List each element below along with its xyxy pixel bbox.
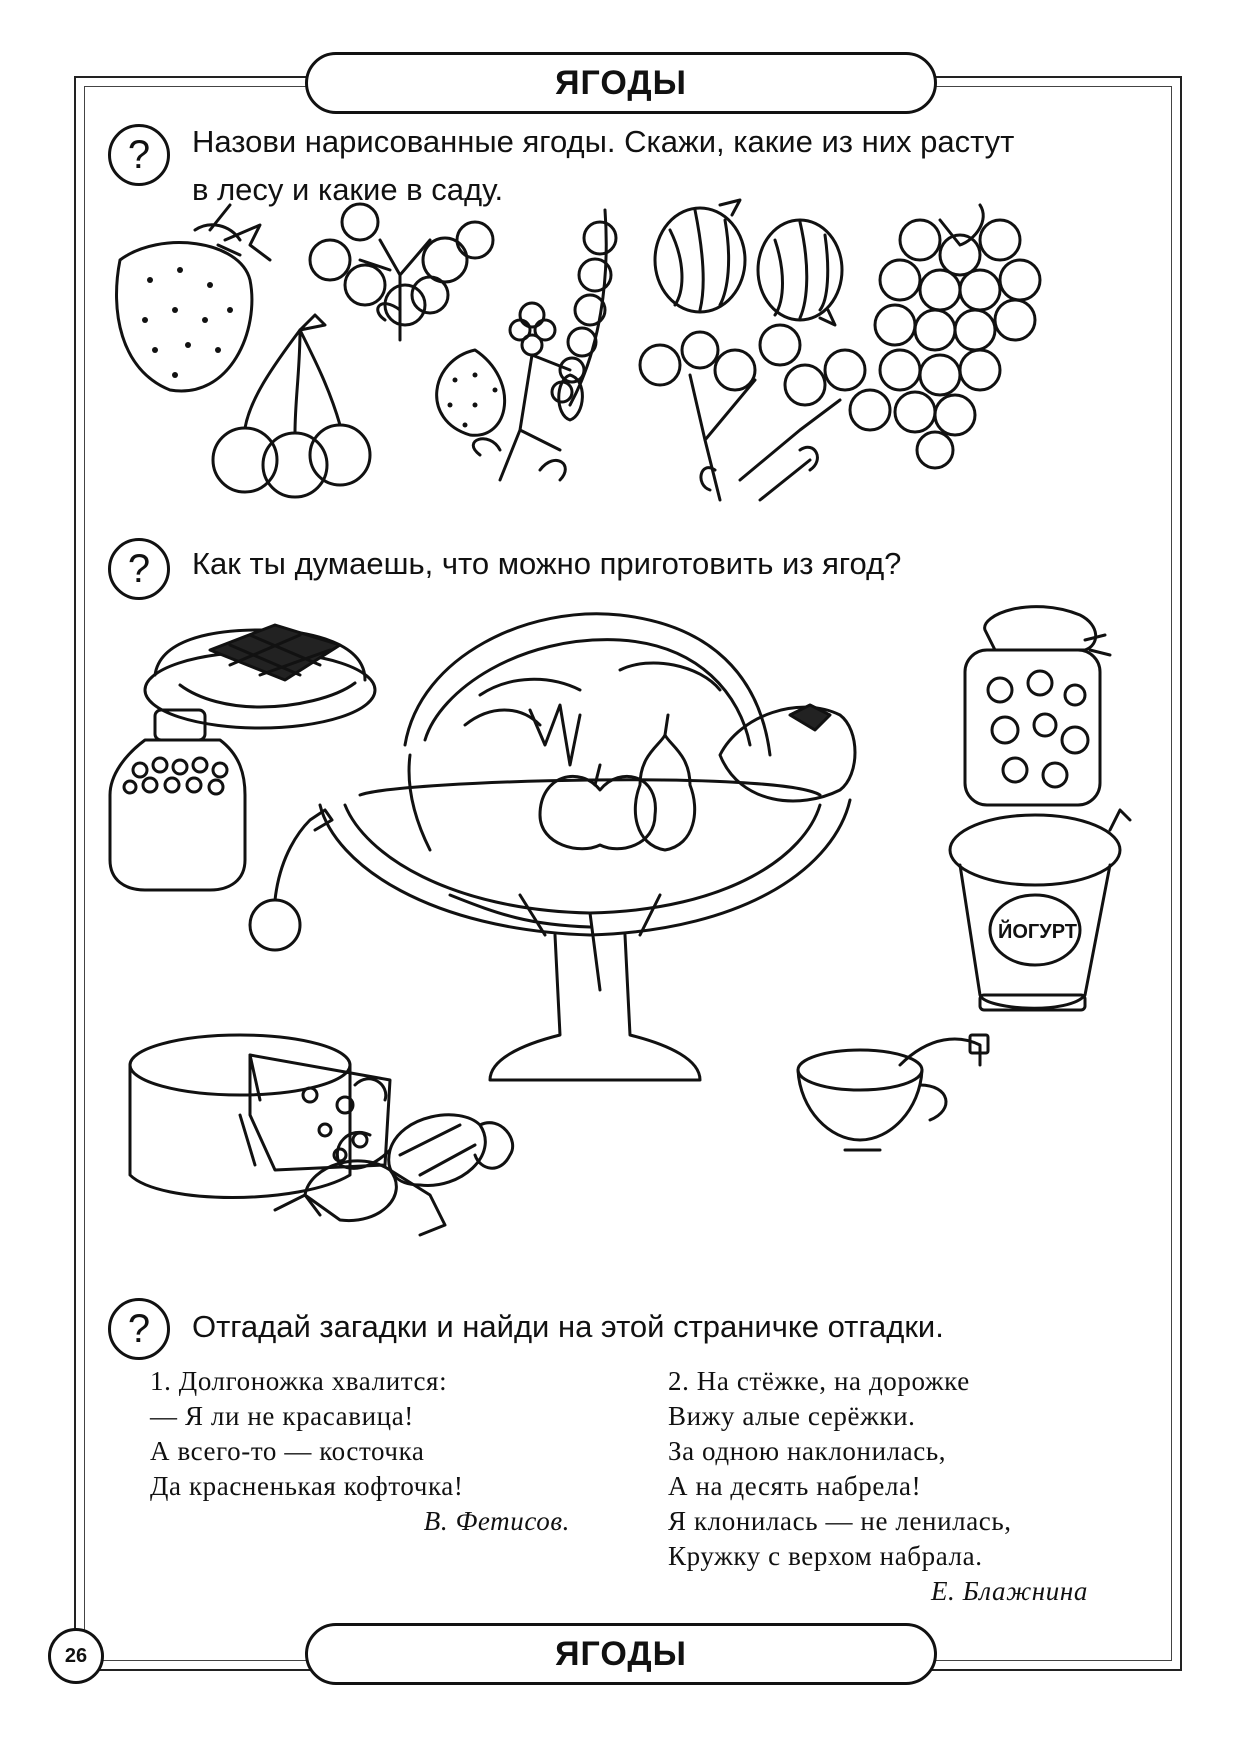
fruit-bowl-icon — [320, 614, 855, 1080]
riddle-2-line: А на десять набрела! — [668, 1471, 922, 1501]
riddle-2-line: Я клонилась — не ленилась, — [668, 1506, 1012, 1536]
currant-icon — [552, 210, 616, 405]
question-3-text: Отгадай загадки и найди на этой страничке отгадки. — [192, 1309, 944, 1344]
yogurt-icon — [950, 810, 1130, 1010]
gooseberry-icon — [655, 200, 842, 325]
grape-icon — [875, 205, 1040, 468]
riddle-2 — [668, 1364, 1088, 1609]
yogurt-label: ЙОГУРТ — [998, 921, 1078, 943]
riddle-1-line: 1. Долгоножка хвалится: — [150, 1366, 448, 1396]
question-1-line-1: Назови нарисованные ягоды. Скажи, какие из них растут — [192, 124, 1015, 159]
riddle-1-line: Да красненькая кофточка! — [150, 1471, 464, 1501]
lingonberry-icon — [640, 325, 890, 500]
riddle-2-line: Кружку с верхом набрала. — [668, 1541, 983, 1571]
riddle-1-line: — Я ли не красавица! — [150, 1401, 414, 1431]
question-mark-icon: ? — [108, 538, 170, 600]
tea-cup-icon — [798, 1035, 988, 1150]
footer-title: ЯГОДЫ — [305, 1623, 937, 1685]
jam-jar-icon — [965, 607, 1110, 805]
strawberry-plant-icon — [437, 303, 583, 480]
riddle-2-author: Е. Блажнина — [930, 1576, 1088, 1606]
cheese-icon — [130, 1035, 390, 1198]
riddle-1 — [150, 1364, 570, 1539]
riddle-1-line: А всего-то — косточка — [150, 1436, 425, 1466]
foods-illustration — [100, 595, 1150, 1285]
question-mark-icon: ? — [108, 124, 170, 186]
question-1-line-2: в лесу и какие в саду. — [192, 172, 504, 207]
cherry-icon — [213, 315, 370, 497]
riddle-2-line: За одною наклонилась, — [668, 1436, 947, 1466]
riddle-1-author: В. Фетисов. — [423, 1506, 570, 1536]
page-title: ЯГОДЫ — [305, 52, 937, 114]
page-number: 26 — [48, 1628, 104, 1684]
blueberry-icon — [310, 204, 493, 340]
question-2-text: Как ты думаешь, что можно приготовить из ягод? — [192, 546, 902, 581]
compote-jar-icon — [110, 710, 245, 890]
berries-illustration — [100, 200, 1150, 530]
question-mark-icon: ? — [108, 1298, 170, 1360]
riddle-2-line: 2. На стёжке, на дорожке — [668, 1366, 970, 1396]
cherry-icon — [250, 810, 332, 950]
pie-icon — [145, 625, 375, 728]
riddle-2-line: Вижу алые серёжки. — [668, 1401, 916, 1431]
strawberry-icon — [117, 205, 270, 391]
